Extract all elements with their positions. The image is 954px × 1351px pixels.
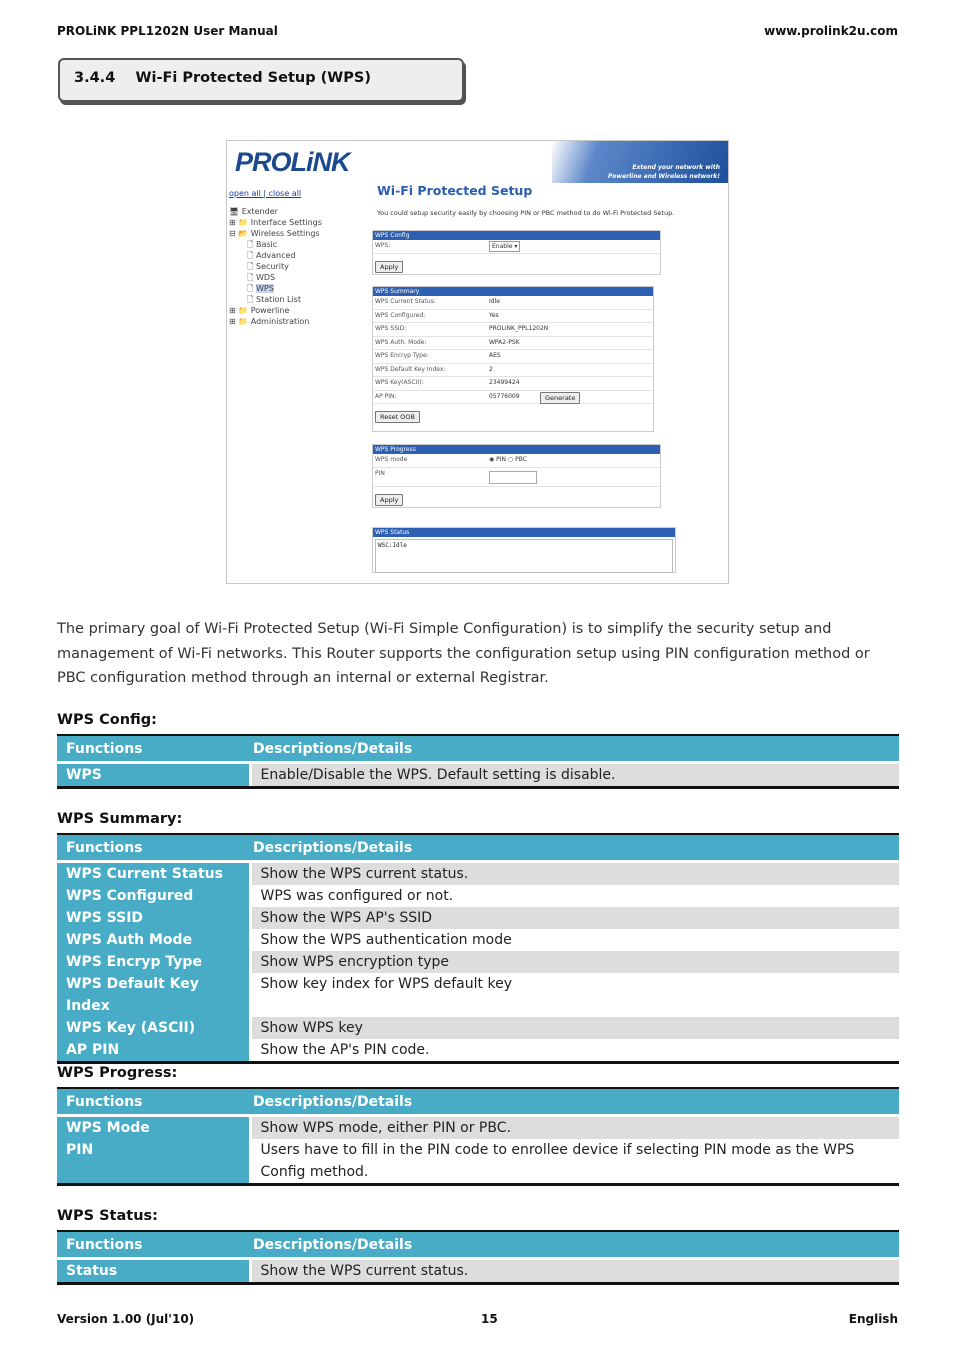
summary-value: 05776009 bbox=[489, 392, 520, 400]
description-cell: Users have to fill in the PIN code to enrollee device if selecting PIN mode as the WPS Config method. bbox=[250, 1139, 899, 1185]
summary-value: Idle bbox=[489, 298, 500, 305]
banner-tagline bbox=[608, 163, 720, 181]
col-functions-header: Functions bbox=[57, 1088, 250, 1114]
table-row bbox=[57, 764, 899, 788]
table-row bbox=[57, 973, 899, 1017]
wps-page-title: Wi-Fi Protected Setup bbox=[377, 183, 533, 198]
description-cell: Show the WPS current status. bbox=[250, 1260, 899, 1284]
tree-node-advanced[interactable]: 🗋 Advanced bbox=[247, 251, 296, 260]
col-functions-header: Functions bbox=[57, 834, 250, 860]
wps-config-table bbox=[57, 734, 899, 789]
section-title: 3.4.4 Wi-Fi Protected Setup (WPS) bbox=[74, 70, 371, 86]
table-row bbox=[57, 1139, 899, 1185]
description-cell: WPS was configured or not. bbox=[260, 888, 454, 904]
tagline-line2: Powerline and Wireless network! bbox=[608, 173, 720, 180]
summary-key: WPS Configured: bbox=[375, 311, 426, 319]
tree-links[interactable]: open all | close all bbox=[229, 189, 302, 198]
summary-key: WPS Key(ASCII): bbox=[375, 379, 424, 386]
tree-node-wps[interactable]: 🗋 WPS bbox=[247, 284, 274, 293]
wps-summary-block bbox=[372, 286, 654, 432]
footer-language: English bbox=[848, 1312, 898, 1326]
function-cell: WPS SSID bbox=[57, 907, 250, 929]
tree-node-interface[interactable]: ⊞ 📁 Interface Settings bbox=[229, 218, 322, 227]
function-cell: WPS Configured bbox=[57, 885, 250, 907]
summary-row bbox=[373, 323, 653, 337]
table-row bbox=[57, 929, 899, 951]
function-cell: PIN bbox=[57, 1139, 250, 1185]
wps-progress-block bbox=[372, 444, 661, 508]
wps-summary-heading: WPS Summary: bbox=[57, 811, 183, 827]
function-cell: Status bbox=[57, 1260, 250, 1284]
summary-row bbox=[373, 364, 653, 378]
wps-config-row: WPS: Enable ▾ bbox=[373, 240, 660, 254]
summary-row bbox=[373, 337, 653, 351]
generate-pin-button[interactable]: Generate bbox=[540, 392, 580, 404]
function-cell: WPS Key (ASCII) bbox=[57, 1017, 250, 1039]
wps-summary-bar: WPS Summary bbox=[373, 287, 653, 296]
col-functions-header: Functions bbox=[57, 735, 250, 761]
intro-paragraph: The primary goal of Wi-Fi Protected Setup (Wi-Fi Simple Configuration) is to simplify the security setup and management of Wi-Fi networks. This Router supports the configuration setup using PIN configuration method or PBC configuration method through an internal or external Registrar. bbox=[57, 621, 870, 686]
table-row bbox=[57, 863, 899, 885]
description-cell: Show the WPS authentication mode bbox=[260, 932, 512, 948]
col-desc-header: Descriptions/Details bbox=[250, 834, 899, 860]
summary-row bbox=[373, 350, 653, 364]
summary-row bbox=[373, 391, 653, 405]
col-desc-header: Descriptions/Details bbox=[250, 1088, 899, 1114]
wps-summary-table bbox=[57, 833, 899, 1064]
wps-pin-input[interactable] bbox=[489, 471, 537, 484]
col-desc-header: Descriptions/Details bbox=[250, 735, 899, 761]
header-website: www.prolink2u.com bbox=[764, 24, 898, 38]
table-row bbox=[57, 951, 899, 973]
description-cell: Show the WPS AP's SSID bbox=[250, 907, 899, 929]
wps-config-heading: WPS Config: bbox=[57, 712, 157, 728]
summary-key: WPS Auth. Mode: bbox=[375, 338, 427, 346]
wps-pin-row: PIN bbox=[373, 468, 660, 487]
description-cell: Show WPS key bbox=[250, 1017, 899, 1039]
function-cell: WPS Default Key Index bbox=[57, 973, 250, 1017]
wps-config-bar: WPS Config bbox=[373, 231, 660, 240]
wps-status-heading: WPS Status: bbox=[57, 1208, 158, 1224]
function-cell: WPS Auth Mode bbox=[57, 929, 250, 951]
function-cell: WPS bbox=[57, 764, 250, 788]
table-row bbox=[57, 1017, 899, 1039]
summary-value: AES bbox=[489, 352, 501, 359]
summary-value: WPA2-PSK bbox=[489, 338, 520, 346]
header-manual-title: PROLiNK PPL1202N User Manual bbox=[57, 24, 278, 38]
tree-node-security[interactable]: 🗋 Security bbox=[247, 262, 289, 271]
table-row bbox=[57, 907, 899, 929]
description-cell: Show key index for WPS default key bbox=[260, 976, 512, 992]
wps-status-textarea[interactable]: WSC:Idle bbox=[375, 539, 673, 573]
summary-value: Yes bbox=[489, 311, 499, 319]
table-row bbox=[57, 885, 899, 907]
description-cell: Show WPS mode, either PIN or PBC. bbox=[250, 1117, 899, 1139]
description-cell: Show the AP's PIN code. bbox=[250, 1039, 899, 1063]
description-cell: Show the WPS current status. bbox=[250, 863, 899, 885]
summary-key: WPS SSID: bbox=[375, 325, 407, 332]
col-desc-header: Descriptions/Details bbox=[250, 1231, 899, 1257]
function-cell: WPS Encryp Type bbox=[57, 951, 250, 973]
summary-value: PROLiNK_PPL1202N bbox=[489, 325, 549, 332]
footer-page-number: 15 bbox=[481, 1312, 498, 1326]
wps-progress-heading: WPS Progress: bbox=[57, 1065, 178, 1081]
wps-screenshot bbox=[226, 140, 729, 584]
table-row bbox=[57, 1039, 899, 1063]
wps-enable-select[interactable]: Enable ▾ bbox=[489, 241, 520, 252]
nav-tree bbox=[229, 189, 364, 327]
tree-node-wireless[interactable]: ⊟ 📂 Wireless Settings bbox=[229, 229, 320, 238]
reset-oob-button[interactable]: Reset OOB bbox=[375, 411, 420, 423]
description-cell: Enable/Disable the WPS. Default setting is disable. bbox=[250, 764, 899, 788]
section-heading bbox=[58, 58, 464, 102]
tree-node-extender[interactable]: 🖥 Extender bbox=[229, 207, 278, 216]
tree-node-powerline[interactable]: ⊞ 📁 Powerline bbox=[229, 306, 290, 315]
summary-row bbox=[373, 310, 653, 324]
wps-progress-table bbox=[57, 1087, 899, 1186]
wps-status-block bbox=[372, 527, 676, 573]
summary-key: WPS Encryp Type: bbox=[375, 352, 429, 359]
wps-mode-row: WPS mode ◉ PIN ○ PBC bbox=[373, 454, 660, 468]
tree-node-wds[interactable]: 🗋 WDS bbox=[247, 273, 276, 282]
wps-status-bar: WPS Status bbox=[373, 528, 675, 537]
function-cell: WPS Mode bbox=[57, 1117, 250, 1139]
summary-key: AP PIN: bbox=[375, 392, 397, 400]
description-cell: Show WPS encryption type bbox=[250, 951, 899, 973]
wps-progress-bar: WPS Progress bbox=[373, 445, 660, 454]
footer-version: Version 1.00 (Jul'10) bbox=[57, 1312, 195, 1326]
tagline-line1: Extend your network with bbox=[632, 164, 720, 171]
wps-status-table bbox=[57, 1230, 899, 1285]
summary-value: 23499424 bbox=[489, 379, 520, 386]
function-cell: AP PIN bbox=[57, 1039, 250, 1063]
summary-row bbox=[373, 296, 653, 310]
screenshot-banner bbox=[227, 141, 728, 183]
config-apply-button[interactable]: Apply bbox=[375, 261, 403, 273]
progress-apply-button[interactable]: Apply bbox=[375, 494, 403, 506]
wps-page-desc: You could setup security easily by choosing PIN or PBC method to do Wi-Fi Protected Setup. bbox=[377, 209, 675, 217]
summary-key: WPS Default Key Index: bbox=[375, 365, 446, 373]
table-row bbox=[57, 1260, 899, 1284]
col-functions-header: Functions bbox=[57, 1231, 250, 1257]
tree-node-station[interactable]: 🗋 Station List bbox=[247, 295, 301, 304]
tree-node-admin[interactable]: ⊞ 📁 Administration bbox=[229, 317, 310, 326]
summary-row bbox=[373, 377, 653, 391]
wps-main bbox=[372, 181, 727, 217]
summary-key: WPS Current Status: bbox=[375, 298, 436, 305]
summary-value: 2 bbox=[489, 365, 493, 373]
wps-mode-radios[interactable]: ◉ PIN ○ PBC bbox=[489, 456, 527, 463]
function-cell: WPS Current Status bbox=[57, 863, 250, 885]
prolink-logo: PROLiNK bbox=[235, 147, 350, 177]
table-row bbox=[57, 1117, 899, 1139]
wps-config-block bbox=[372, 230, 661, 275]
tree-node-basic[interactable]: 🗋 Basic bbox=[247, 240, 278, 249]
